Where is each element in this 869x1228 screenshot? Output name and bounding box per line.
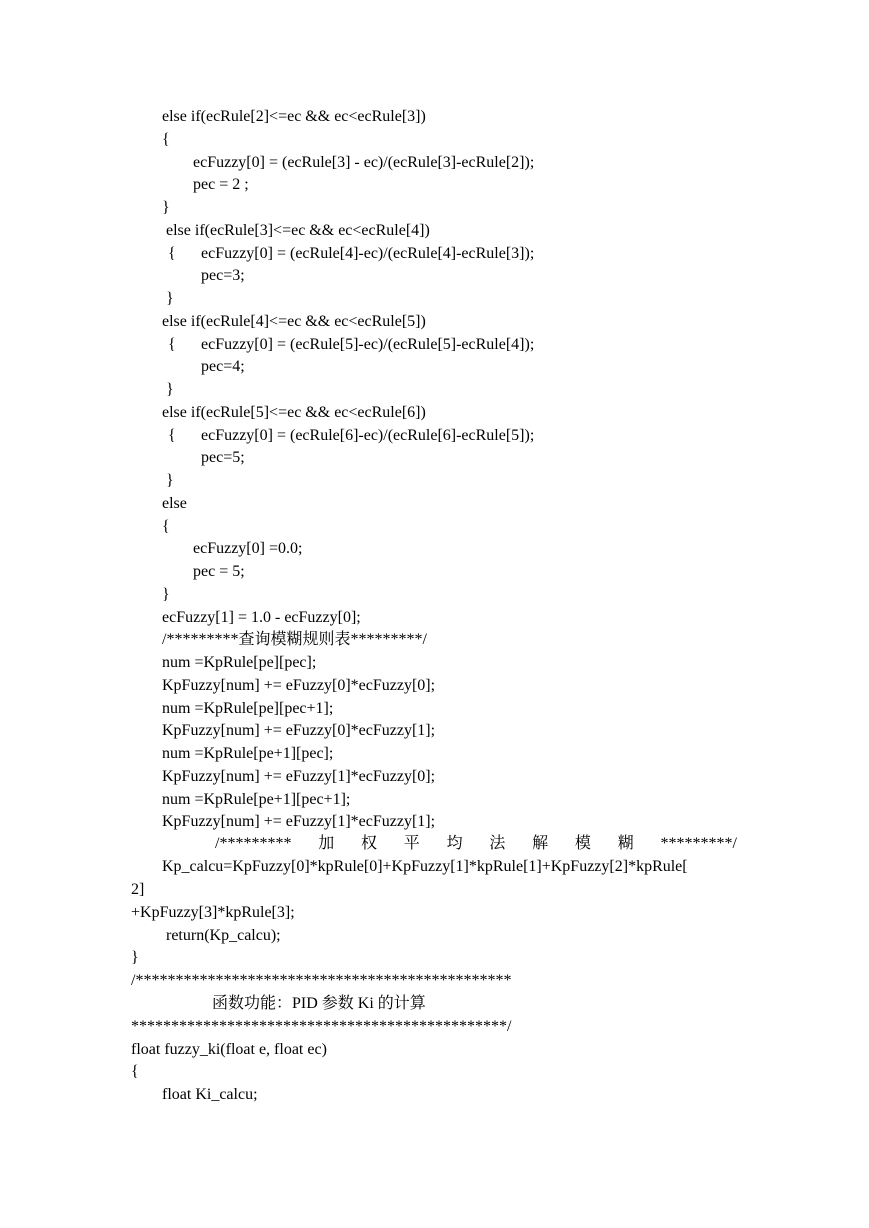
code-line: ecFuzzy[0] = (ecRule[5]-ec)/(ecRule[5]-ecRule[4]); <box>201 336 535 353</box>
comment-token: 均 <box>446 835 463 852</box>
code-line: num =KpRule[pe][pec]; <box>162 654 317 671</box>
code-line: pec=4; <box>201 358 245 375</box>
code-line: pec = 5; <box>193 563 245 580</box>
code-line: pec=5; <box>201 449 245 466</box>
function-description: 函数功能：PID 参数 Ki 的计算 <box>212 995 426 1012</box>
code-line: ecFuzzy[0] = (ecRule[4]-ec)/(ecRule[4]-ecRule[3]); <box>201 245 535 262</box>
code-line: { <box>168 336 176 353</box>
code-line: ecFuzzy[0] = (ecRule[6]-ec)/(ecRule[6]-ecRule[5]); <box>201 427 535 444</box>
code-line: KpFuzzy[num] += eFuzzy[0]*ecFuzzy[1]; <box>162 722 436 739</box>
code-line: ecFuzzy[0] = (ecRule[3] - ec)/(ecRule[3]-ecRule[2]); <box>193 154 535 171</box>
code-line: else if(ecRule[5]<=ec && ec<ecRule[6]) <box>162 404 426 421</box>
comment-token: 解 <box>532 835 549 852</box>
code-line: pec=3; <box>201 267 245 284</box>
code-comment: ***********************************************/ <box>131 1018 512 1035</box>
code-line: Kp_calcu=KpFuzzy[0]*kpRule[0]+KpFuzzy[1]*kpRule[1]+KpFuzzy[2]*kpRule[ <box>162 858 688 875</box>
code-comment: /*********查询模糊规则表*********/ <box>162 631 427 648</box>
code-line: pec = 2 ; <box>193 176 249 193</box>
code-comment: /*********************************************** <box>131 972 512 989</box>
code-line: { <box>162 131 170 148</box>
code-line: ecFuzzy[1] = 1.0 - ecFuzzy[0]; <box>162 609 361 626</box>
function-signature: float fuzzy_ki(float e, float ec) <box>131 1041 327 1058</box>
code-line: else if(ecRule[4]<=ec && ec<ecRule[5]) <box>162 313 426 330</box>
code-line: { <box>131 1063 139 1080</box>
code-line: 2] <box>131 881 145 898</box>
code-line: } <box>131 949 139 966</box>
code-line: +KpFuzzy[3]*kpRule[3]; <box>131 904 295 921</box>
code-line: num =KpRule[pe+1][pec+1]; <box>162 791 351 808</box>
code-line: } <box>166 381 174 398</box>
code-line: } <box>166 290 174 307</box>
code-line: { <box>168 427 176 444</box>
comment-token: /********* <box>215 835 292 852</box>
code-line: KpFuzzy[num] += eFuzzy[1]*ecFuzzy[0]; <box>162 768 436 785</box>
code-line: { <box>162 518 170 535</box>
comment-token: *********/ <box>660 835 737 852</box>
code-line: KpFuzzy[num] += eFuzzy[1]*ecFuzzy[1]; <box>162 813 436 830</box>
comment-token: 糊 <box>617 835 634 852</box>
code-line: } <box>162 586 170 603</box>
comment-token: 加 <box>318 835 335 852</box>
code-line: else if(ecRule[3]<=ec && ec<ecRule[4]) <box>166 222 430 239</box>
code-line: { <box>168 245 176 262</box>
code-line: else if(ecRule[2]<=ec && ec<ecRule[3]) <box>162 108 426 125</box>
code-line: ecFuzzy[0] =0.0; <box>193 540 303 557</box>
code-line: KpFuzzy[num] += eFuzzy[0]*ecFuzzy[0]; <box>162 677 436 694</box>
comment-token: 权 <box>361 835 378 852</box>
code-line: } <box>162 199 170 216</box>
code-line: return(Kp_calcu); <box>166 927 281 944</box>
code-line: } <box>166 472 174 489</box>
weighted-average-comment <box>215 834 737 854</box>
comment-token: 模 <box>574 835 591 852</box>
code-line: else <box>162 495 187 512</box>
code-line: num =KpRule[pe+1][pec]; <box>162 745 334 762</box>
code-line: num =KpRule[pe][pec+1]; <box>162 700 334 717</box>
code-line: float Ki_calcu; <box>162 1086 258 1103</box>
comment-token: 法 <box>489 835 506 852</box>
comment-token: 平 <box>403 835 420 852</box>
